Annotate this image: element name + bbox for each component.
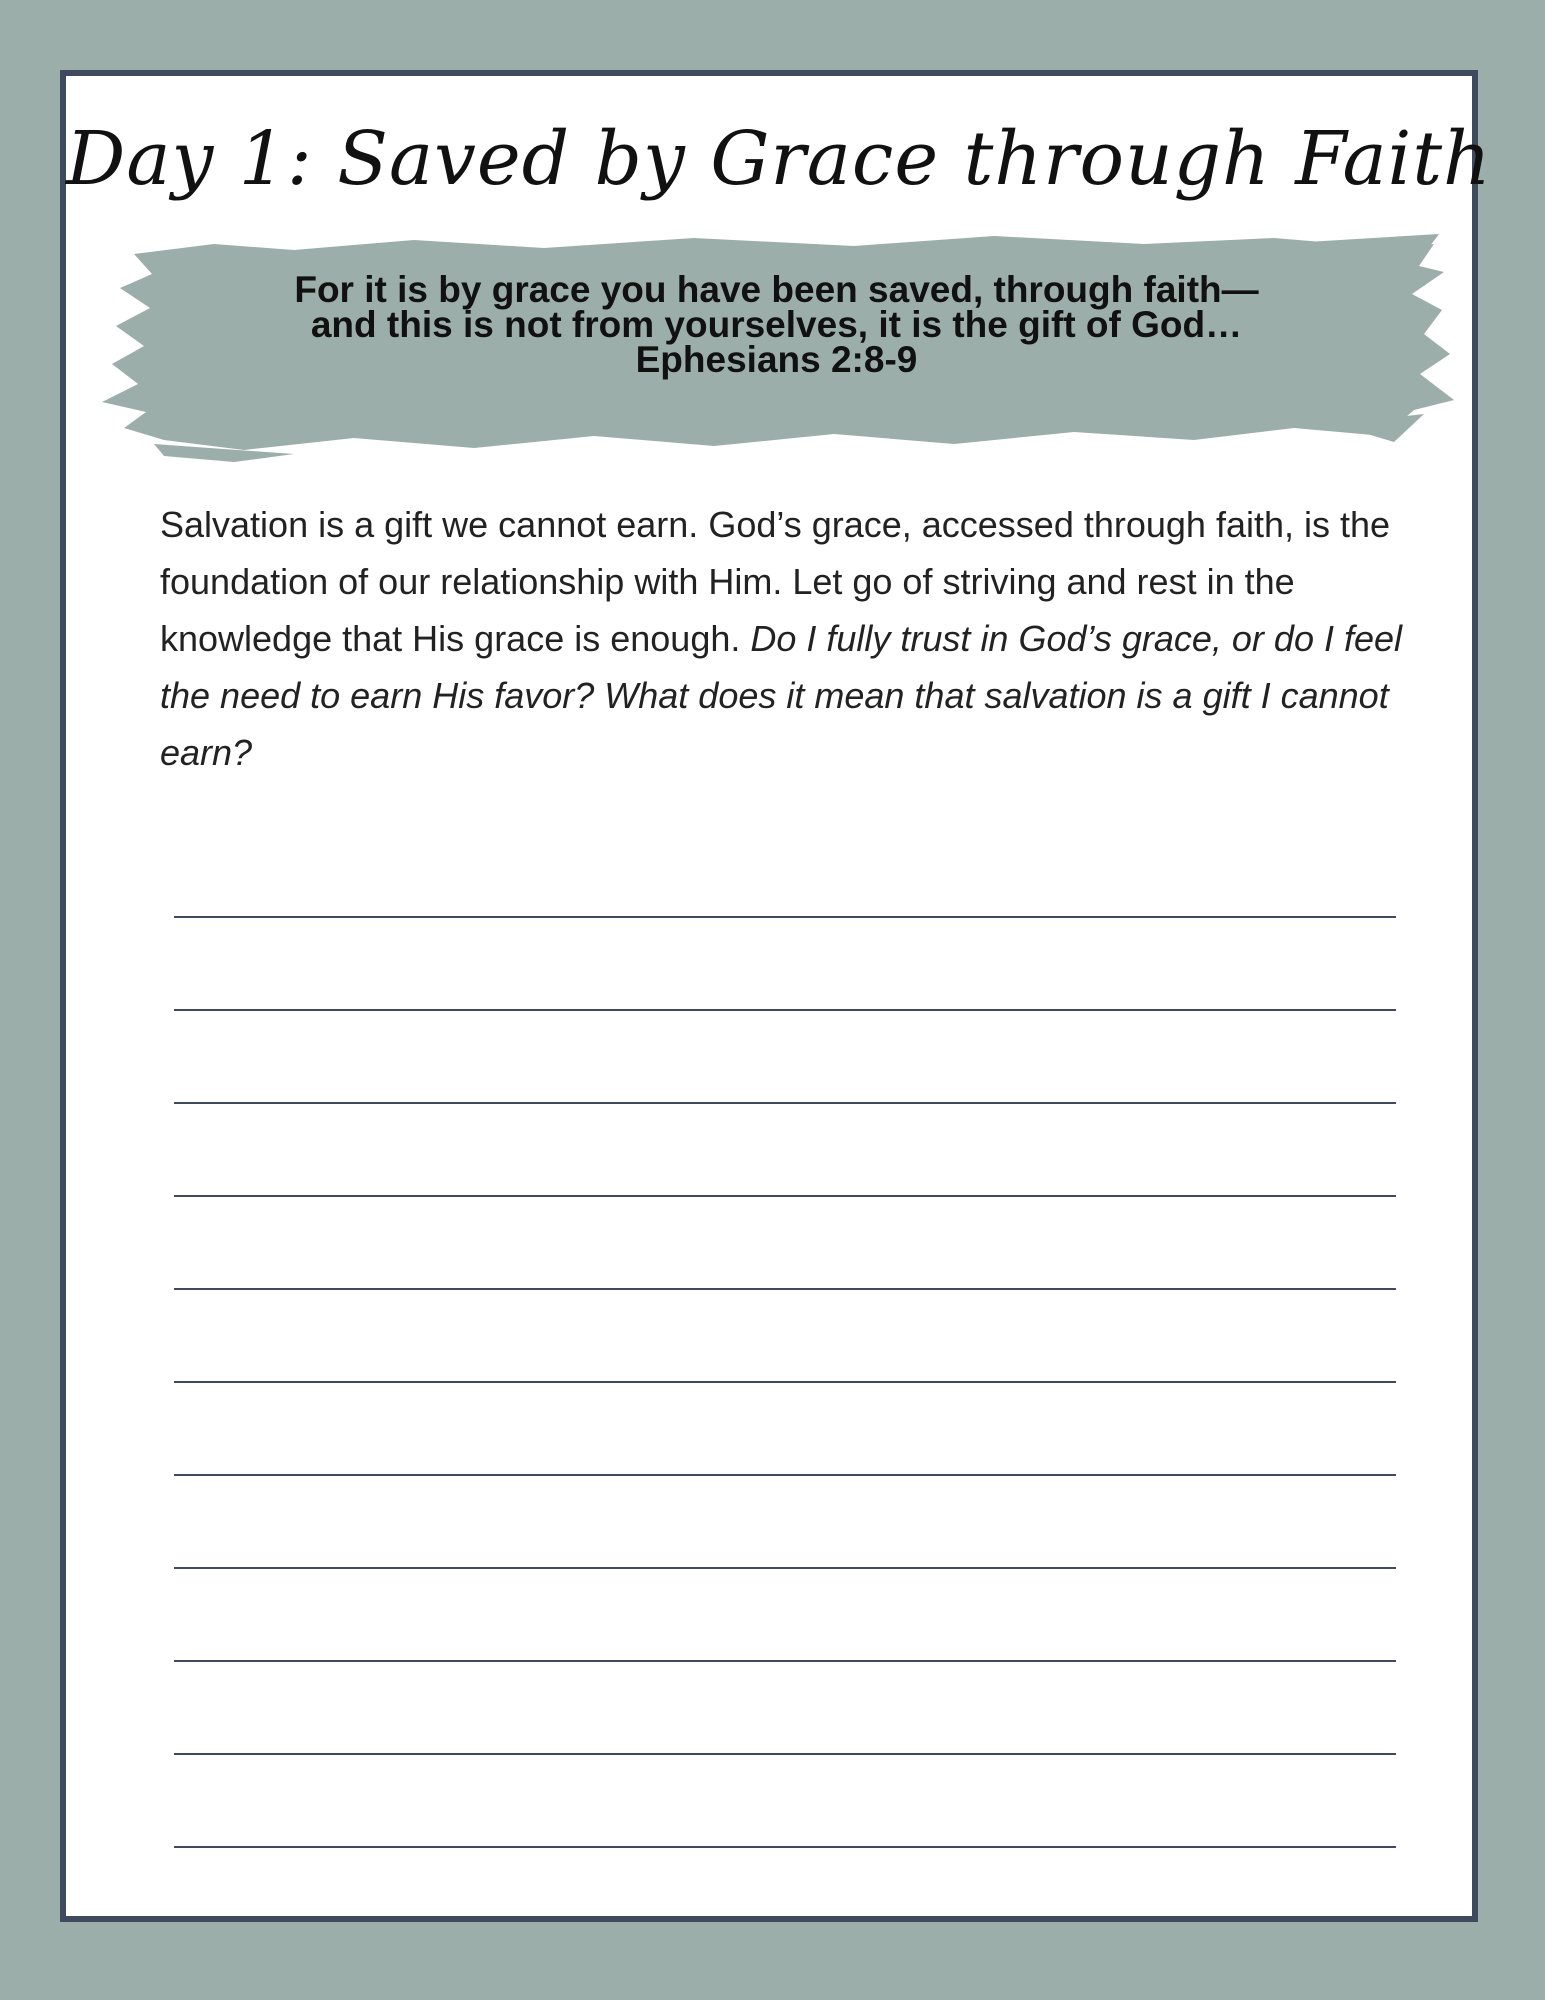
writing-line[interactable] (174, 1009, 1396, 1011)
scripture-verse (94, 269, 1459, 380)
reflection-questions: Do I fully trust in God’s grace, or do I feel the need to earn His favor? What does it mean that salvation is a gift I cannot earn? (160, 618, 1403, 773)
worksheet-page (60, 70, 1492, 1922)
writing-line[interactable] (174, 1753, 1396, 1755)
verse-line-1: For it is by grace you have been saved, through faith— (294, 269, 1259, 310)
reflection-statement: Salvation is a gift we cannot earn. God’s grace, accessed through faith, is the foundation of our relationship with Him. Let go of striving and rest in the knowledge that His grace is enough. (160, 504, 1391, 659)
writing-line[interactable] (174, 1102, 1396, 1104)
verse-reference: Ephesians 2:8-9 (635, 339, 918, 380)
writing-lines[interactable] (174, 916, 1396, 1939)
writing-line[interactable] (174, 916, 1396, 918)
writing-line[interactable] (174, 1474, 1396, 1476)
verse-line-2: and this is not from yourselves, it is the gift of God… (310, 304, 1243, 345)
writing-line[interactable] (174, 1846, 1396, 1848)
writing-line[interactable] (174, 1660, 1396, 1662)
page-title: Day 1: Saved by Grace through Faith (66, 116, 1492, 202)
writing-line[interactable] (174, 1288, 1396, 1290)
reflection-paragraph (160, 496, 1430, 781)
writing-line[interactable] (174, 1567, 1396, 1569)
writing-line[interactable] (174, 1381, 1396, 1383)
writing-line[interactable] (174, 1195, 1396, 1197)
